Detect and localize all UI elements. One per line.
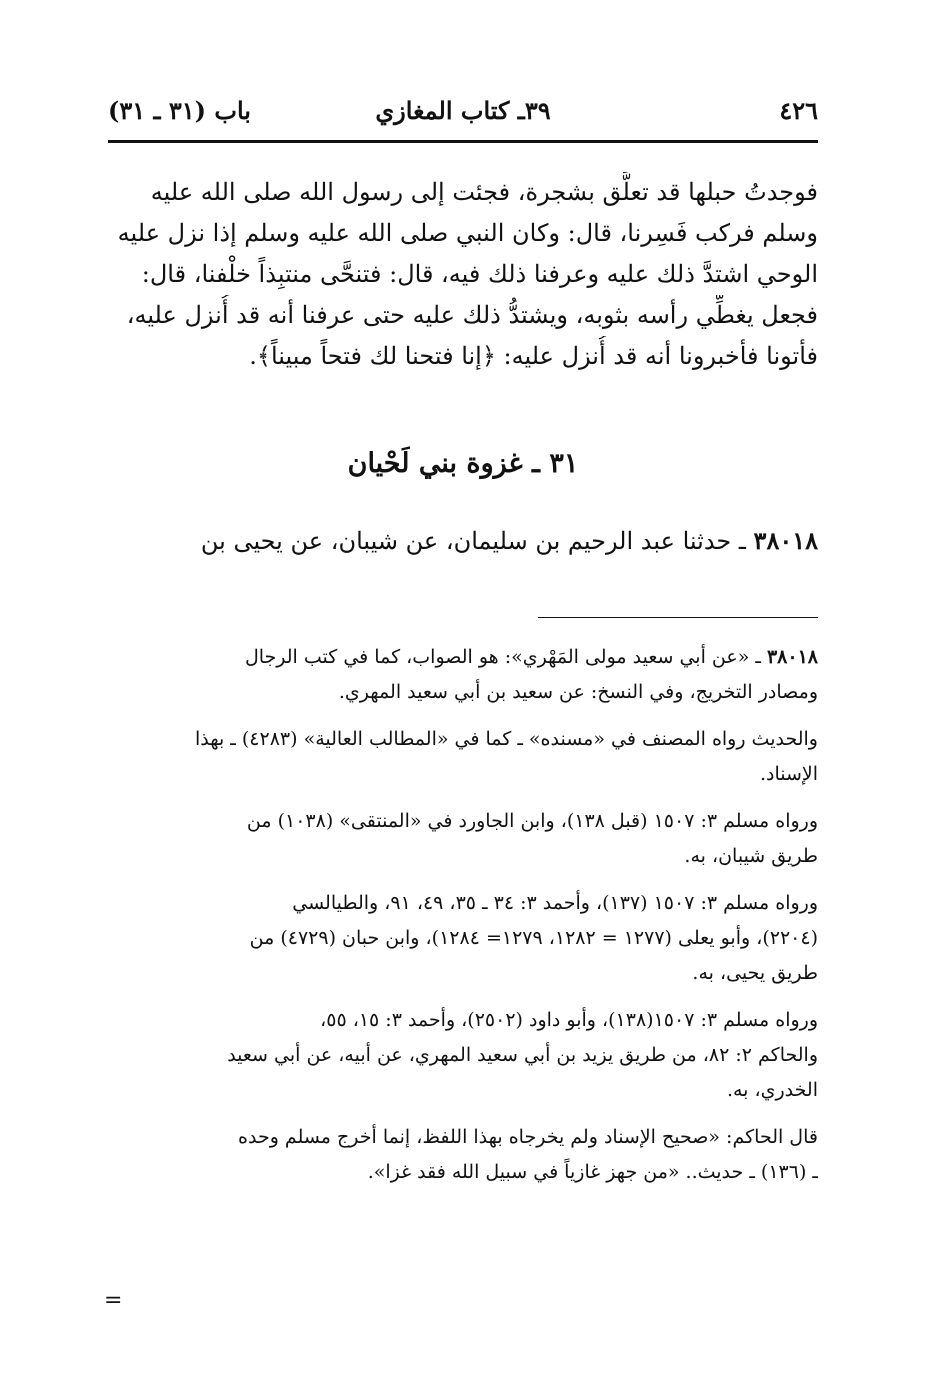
hadith-entry [108, 520, 818, 562]
continuation-mark: = [104, 1288, 123, 1313]
section-title: ٣١ ـ غزوة بني لَحْيان [347, 448, 579, 479]
footnote-line: (٢٢٠٤)، وأبو يعلى (١٢٧٧ = ١٢٨٢، ١٢٧٩= ١٢٨٤)، وابن حبان (٤٧٢٩) من [249, 927, 818, 949]
main-text [108, 172, 818, 377]
footnote-paragraph [108, 886, 818, 991]
footnote-line: ـ (١٣٦) ـ حديث.. «من جهز غازياً في سبيل الله فقد غزا». [367, 1161, 818, 1183]
text-line: فجعل يغطِّي رأسه بثوبه، ويشتدُّ ذلك عليه حتى عرفنا أنه قد أُنزل عليه، [126, 301, 818, 329]
footnote-line [108, 640, 818, 675]
footnote-line: طريق شيبان، به. [684, 845, 818, 867]
text-line: الوحي اشتدَّ ذلك عليه وعرفنا ذلك فيه، قال: فتنحَّى منتبِذاً خلْفنا، قال: [141, 260, 818, 288]
footnote-text: ـ «عن أبي سعيد مولى المَهْري»: هو الصواب، كما في كتب الرجال [244, 646, 767, 668]
footnote-line: ورواه مسلم ٣: ١٥٠٧ (١٣٧)، وأحمد ٣: ٣٤ ـ ٣٥، ٤٩، ٩١، والطيالسي [292, 892, 818, 914]
hadith-text: ـ حدثنا عبد الرحيم بن سليمان، عن شيبان، عن يحيى بن [200, 527, 754, 555]
text-line: فوجدتُ حبلها قد تعلَّق بشجرة، فجئت إلى رسول الله صلى الله عليه [150, 178, 818, 206]
footnote-line: ورواه مسلم ٣: ١٥٠٧(١٣٨)، وأبو داود (٢٥٠٢)، وأحمد ٣: ١٥، ٥٥، [320, 1009, 818, 1031]
footnote-paragraph [108, 1120, 818, 1190]
footnote-number: ٣٨٠١٨ [766, 646, 818, 668]
page-number: ٤٢٦ [779, 96, 818, 125]
footnote-line: قال الحاكم: «صحيح الإسناد ولم يخرجاه بهذا اللفظ، إنما أخرج مسلم وحده [238, 1126, 818, 1148]
footnote-line: طريق يحيى، به. [692, 962, 818, 984]
footnote-line: ومصادر التخريج، وفي النسخ: عن سعيد بن أبي سعيد المهري. [338, 681, 818, 703]
footnote-paragraph [108, 804, 818, 874]
page-header [108, 92, 818, 138]
header-rule [108, 140, 818, 143]
chapter-reference: باب (٣١ ـ ٣١) [108, 96, 251, 125]
footnote-paragraph [108, 640, 818, 710]
footnote-paragraph [108, 722, 818, 792]
text-line: وسلم فركب فَسِرنا، قال: وكان النبي صلى الله عليه وسلم إذا نزل عليه [117, 219, 818, 247]
text-line: فأتونا فأخبرونا أنه قد أُنزل عليه: ﴿إنا فتحنا لك فتحاً مبيناً﴾. [249, 342, 818, 370]
book-title: ٣٩ـ كتاب المغازي [375, 96, 551, 125]
footnote-line: الخدري، به. [726, 1079, 818, 1101]
footnote-line: ورواه مسلم ٣: ١٥٠٧ (قبل ١٣٨)، وابن الجاورد في «المنتقى» (١٠٣٨) من [246, 810, 818, 832]
footnote-line: الإسناد. [759, 763, 818, 785]
footnote-separator [538, 617, 818, 618]
hadith-number: ٣٨٠١٨ [753, 526, 818, 555]
footnote-line: والحديث رواه المصنف في «مسنده» ـ كما في «المطالب العالية» (٤٢٨٣) ـ بهذا [194, 728, 818, 750]
footnotes [108, 640, 818, 1202]
footnote-line: والحاكم ٢: ٨٢، من طريق يزيد بن أبي سعيد المهري، عن أبيه، عن أبي سعيد [227, 1044, 818, 1066]
footnote-paragraph [108, 1003, 818, 1108]
